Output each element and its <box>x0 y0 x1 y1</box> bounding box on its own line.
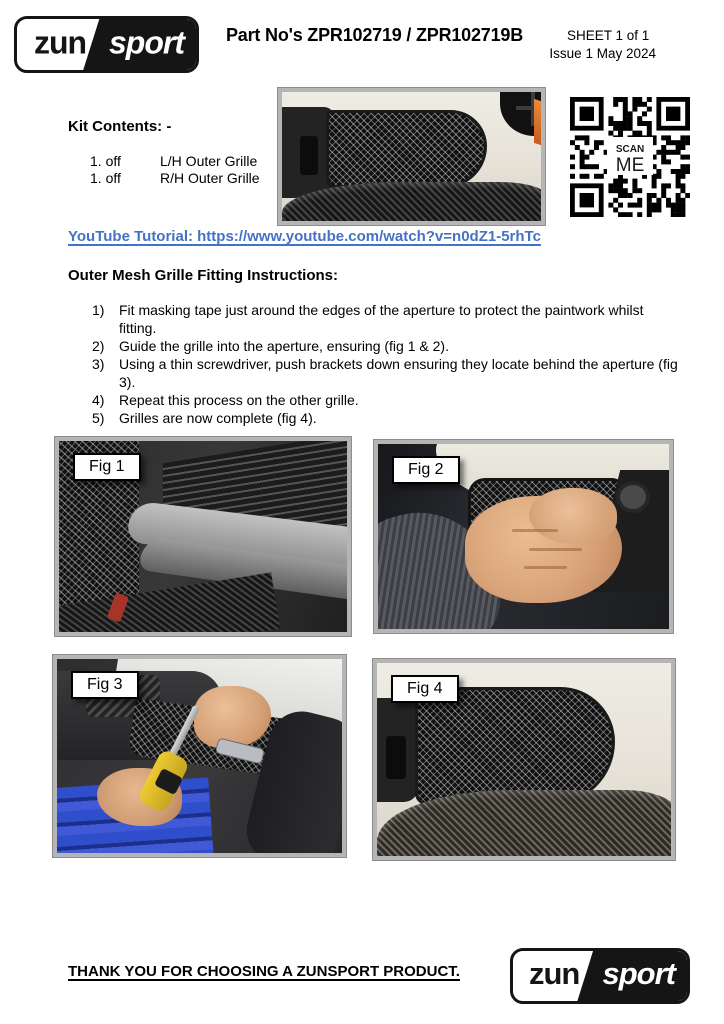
step-number: 5) <box>92 410 105 426</box>
figure-4-label <box>391 675 459 703</box>
page-title: Part No's ZPR102719 / ZPR102719B <box>226 25 524 45</box>
thank-you-text: THANK YOU FOR CHOOSING A ZUNSPORT PRODUCT. <box>68 963 460 980</box>
step-text: Guide the grille into the aperture, ensuring (fig 1 & 2). <box>119 338 449 354</box>
kit-contents-list <box>90 153 260 187</box>
instruction-step <box>92 409 679 427</box>
instruction-step <box>92 337 679 355</box>
mesh-grille-shape <box>418 690 612 802</box>
figure-4-photo <box>373 659 675 860</box>
logo-text-sport: sport <box>109 23 184 60</box>
logo-text-sport: sport <box>602 955 675 991</box>
kit-item <box>90 170 260 187</box>
figure-label-text: Fig 1 <box>89 458 125 475</box>
step-number: 1) <box>92 302 105 318</box>
bumper-slot-shape <box>300 136 318 175</box>
step-text: Fit masking tape just around the edges of the aperture to protect the paintwork whilst fitting. <box>119 302 644 336</box>
reflector-shape <box>534 99 541 145</box>
instruction-step <box>92 391 679 409</box>
kit-item-name: L/H Outer Grille <box>160 153 258 169</box>
figure-label-text: Fig 3 <box>87 676 123 693</box>
knuckle-line <box>529 548 581 551</box>
figure-3-photo <box>53 655 346 857</box>
step-text: Repeat this process on the other grille. <box>119 392 359 408</box>
kit-item-qty: 1. off <box>90 170 121 186</box>
hands-shape <box>529 488 616 544</box>
fitting-instructions-heading: Outer Mesh Grille Fitting Instructions: <box>68 267 339 284</box>
issue-date: Issue 1 May 2024 <box>549 46 656 61</box>
instruction-step <box>92 301 679 337</box>
instruction-steps <box>92 301 679 427</box>
kit-item <box>90 153 260 170</box>
step-number: 3) <box>92 356 105 372</box>
figure-1-label <box>73 453 141 481</box>
mesh-grille-shape <box>329 113 484 185</box>
logo-text-zun: zun <box>529 955 580 991</box>
figure-3-label <box>71 671 139 699</box>
qr-code <box>570 97 690 217</box>
youtube-tutorial-link[interactable]: YouTube Tutorial: https://www.youtube.com/watch?v=n0dZ1-5rhTc <box>68 228 541 245</box>
step-number: 2) <box>92 338 105 354</box>
sensor-shape <box>620 485 646 509</box>
knuckle-line <box>524 566 568 569</box>
bumper-slot-shape <box>386 736 407 778</box>
knuckle-line <box>512 529 559 532</box>
zunsport-logo-top <box>14 16 199 73</box>
step-text: Using a thin screwdriver, push brackets down ensuring they locate behind the aperture (fig 3). <box>119 356 678 390</box>
kit-item-qty: 1. off <box>90 153 121 169</box>
bumper-grille-photo-art <box>282 92 541 221</box>
logo-text-zun: zun <box>34 23 87 60</box>
sheet-number: SHEET 1 of 1 <box>567 28 650 43</box>
figure-label-text: Fig 2 <box>408 461 444 478</box>
step-text: Grilles are now complete (fig 4). <box>119 410 317 426</box>
figure-2-photo <box>374 440 673 633</box>
step-number: 4) <box>92 392 105 408</box>
figure-2-label <box>392 456 460 484</box>
qr-scan-label: SCAN <box>615 144 645 155</box>
kit-item-name: R/H Outer Grille <box>160 170 260 186</box>
figure-label-text: Fig 4 <box>407 680 443 697</box>
product-photo <box>278 88 545 225</box>
figure-1-photo <box>55 437 351 636</box>
qr-me-label: ME <box>615 155 645 176</box>
instruction-step <box>92 355 679 391</box>
zunsport-logo-bottom <box>510 948 690 1004</box>
kit-contents-heading: Kit Contents: - <box>68 118 172 135</box>
